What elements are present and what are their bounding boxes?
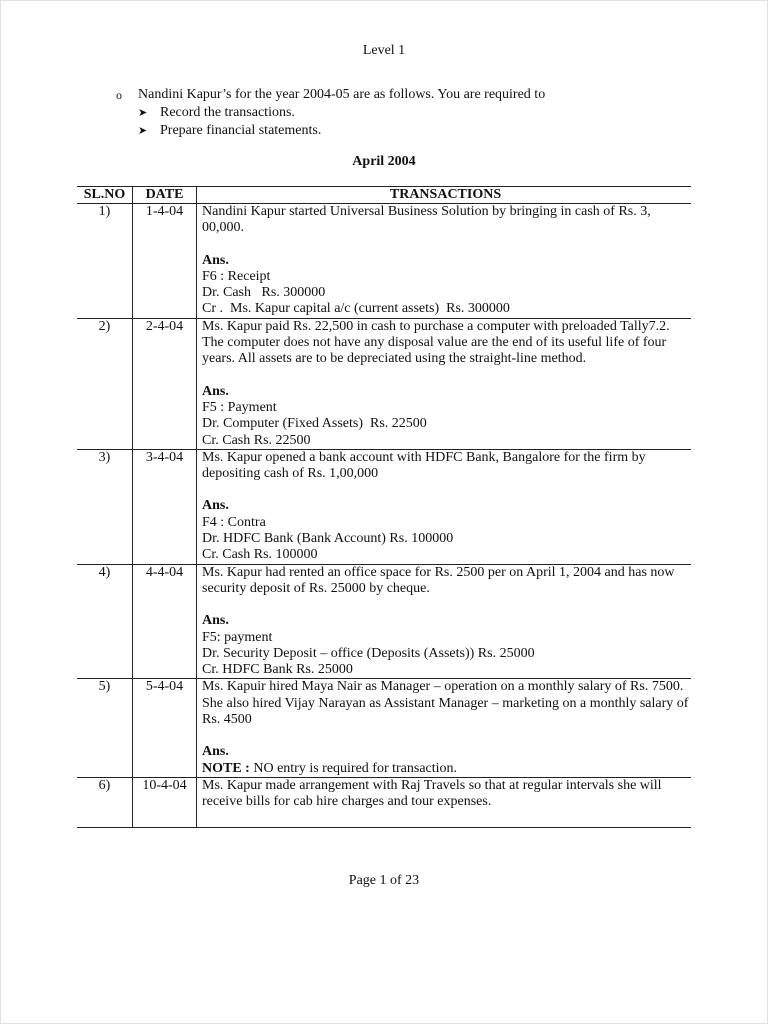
note-line [202, 761, 689, 777]
row-transaction [197, 204, 692, 319]
row-date: 4-4-04 [133, 564, 197, 679]
answer-label: Ans. [202, 613, 229, 629]
answer-label: Ans. [202, 744, 229, 760]
page-number: Page 1 of 23 [348, 873, 420, 888]
table-row [77, 679, 691, 777]
intro-section [116, 86, 545, 140]
table-row [77, 318, 691, 449]
table-row [77, 777, 691, 827]
header-date: DATE [133, 187, 197, 204]
task-item [116, 104, 545, 122]
row-transaction [197, 777, 692, 827]
transaction-description: Ms. Kapur made arrangement with Raj Travels so that at regular intervals she will receive bills for cab hire charges and tour expenses. [202, 777, 662, 810]
header-sl-no: SL.NO [77, 187, 133, 204]
task-text: Record the transactions. [160, 105, 295, 120]
intro-text: Nandini Kapur’s for the year 2004-05 are as follows. You are required to [138, 87, 546, 102]
month-heading: April 2004 [352, 154, 416, 169]
intro-bullet [116, 86, 545, 104]
row-sl-no: 1) [77, 204, 133, 319]
arrow-bullet-icon: ➤ [138, 107, 148, 119]
task-text: Prepare financial statements. [160, 123, 322, 138]
row-date: 1-4-04 [133, 204, 197, 319]
row-date: 3-4-04 [133, 449, 197, 564]
table-header-row [77, 187, 691, 204]
answer-label: Ans. [202, 252, 229, 268]
row-sl-no: 5) [77, 679, 133, 777]
transaction-description: Ms. Kapur paid Rs. 22,500 in cash to purchase a computer with preloaded Tally7.2. The computer does not have any disposal value are the end of its useful life of four years. All assets are to be depreciated using the straight-line method. [202, 318, 670, 367]
answer-line: F4 : Contra [202, 514, 266, 530]
row-sl-no: 6) [77, 777, 133, 827]
row-date: 10-4-04 [133, 777, 197, 827]
table-row [77, 564, 691, 679]
row-transaction [197, 449, 692, 564]
arrow-bullet-icon: ➤ [138, 125, 148, 137]
answer-line: Cr. HDFC Bank Rs. 25000 [202, 662, 353, 678]
answer-label: Ans. [202, 383, 229, 399]
table-row [77, 449, 691, 564]
answer-line: Dr. Computer (Fixed Assets) Rs. 22500 [202, 416, 427, 432]
answer-line: Cr. Cash Rs. 22500 [202, 432, 311, 448]
row-date: 5-4-04 [133, 679, 197, 777]
level-title: Level 1 [362, 43, 406, 58]
note-text: NO entry is required for transaction. [249, 760, 458, 776]
table-row [77, 204, 691, 319]
transaction-description: Ms. Kapur opened a bank account with HDFC Bank, Bangalore for the firm by depositing cash of Rs. 1,00,000 [202, 449, 646, 482]
answer-line: F5 : Payment [202, 399, 277, 415]
transaction-description: Ms. Kapur had rented an office space for Rs. 2500 per on April 1, 2004 and has now security deposit of Rs. 25000 by cheque. [202, 564, 675, 596]
answer-line: Dr. Security Deposit – office (Deposits (Assets)) Rs. 25000 [202, 645, 535, 661]
answer-line: F6 : Receipt [202, 268, 271, 284]
row-sl-no: 4) [77, 564, 133, 679]
answer-line: Cr. Cash Rs. 100000 [202, 547, 318, 563]
header-transactions: TRANSACTIONS [197, 187, 692, 204]
answer-line: Dr. Cash Rs. 300000 [202, 285, 326, 301]
hollow-circle-icon: o [116, 88, 122, 102]
answer-line: Dr. HDFC Bank (Bank Account) Rs. 100000 [202, 531, 454, 547]
transaction-description: Ms. Kapuir hired Maya Nair as Manager – operation on a monthly salary of Rs. 7500. She also hired Vijay Narayan as Assistant Manager – marketing on a monthly salary of Rs. 4500 [202, 679, 689, 728]
transactions-table [77, 186, 691, 828]
note-label: NOTE : [202, 760, 250, 776]
transaction-description: Nandini Kapur started Universal Business Solution by bringing in cash of Rs. 3, 00,000. [202, 204, 651, 236]
answer-label: Ans. [202, 498, 229, 514]
task-item [116, 122, 545, 140]
row-sl-no: 2) [77, 318, 133, 449]
answer-line: F5: payment [202, 629, 273, 645]
row-date: 2-4-04 [133, 318, 197, 449]
answer-line: Cr . Ms. Kapur capital a/c (current assets) Rs. 300000 [202, 301, 510, 317]
row-transaction [197, 318, 692, 449]
row-transaction [197, 679, 692, 777]
row-transaction [197, 564, 692, 679]
row-sl-no: 3) [77, 449, 133, 564]
